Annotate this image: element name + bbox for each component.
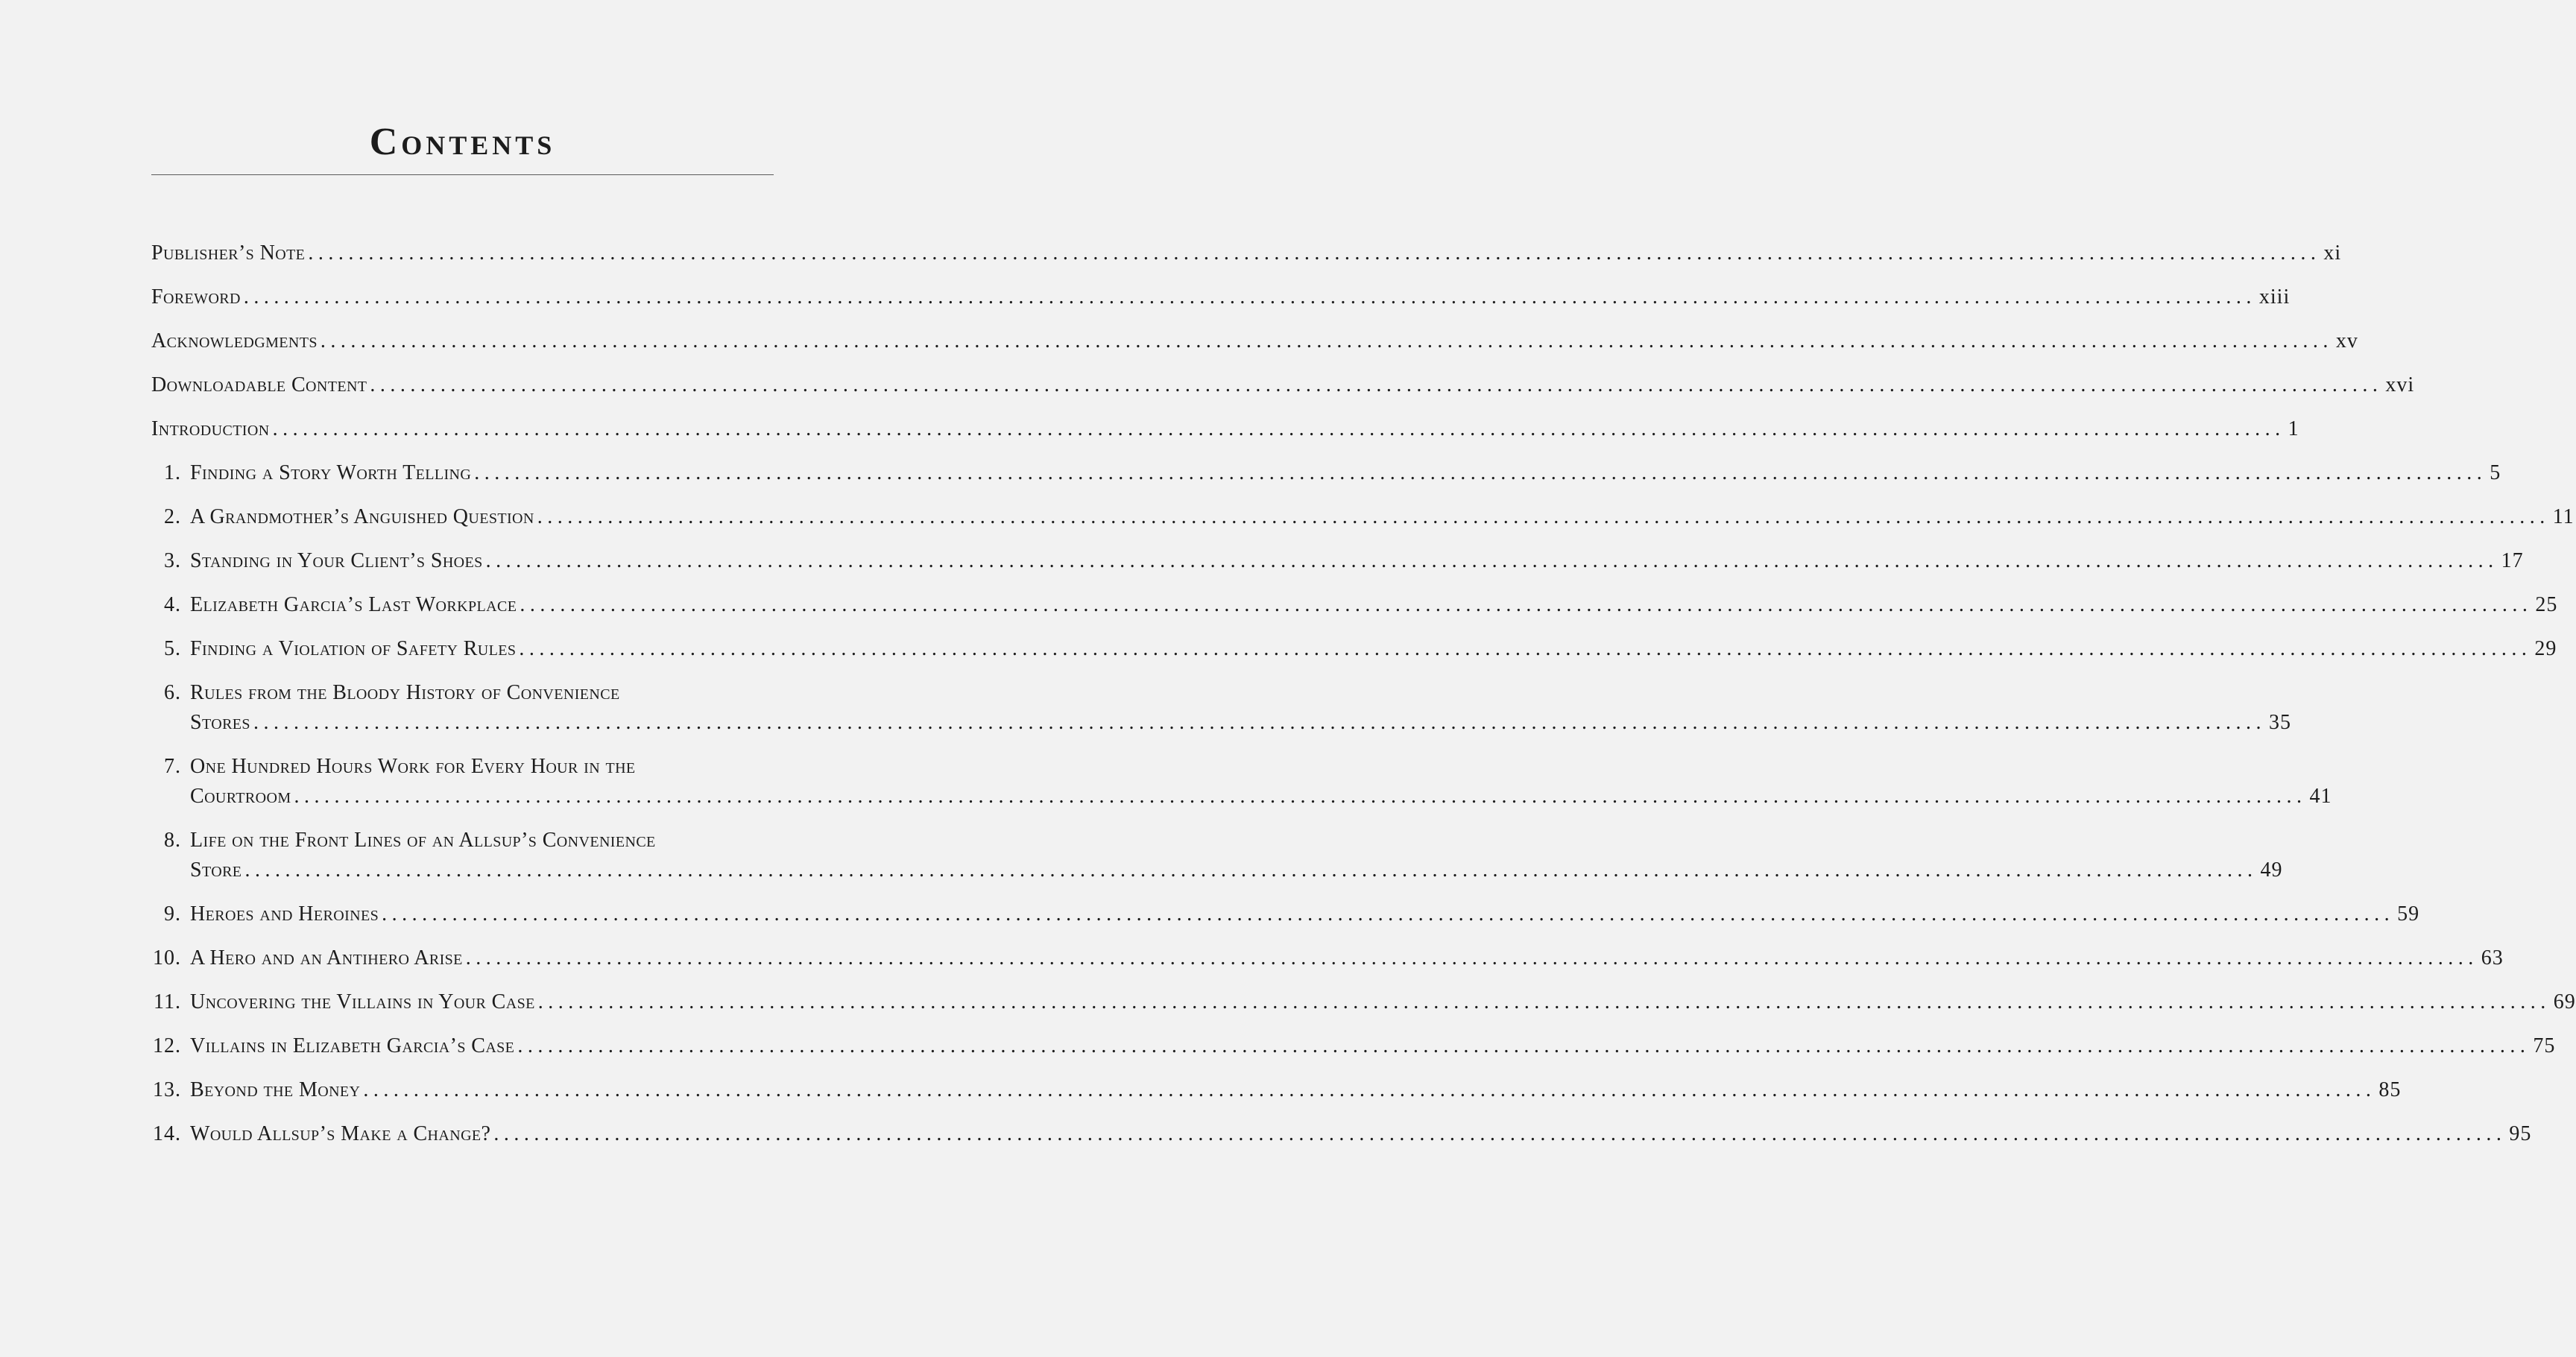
chapter-page: 85 bbox=[2378, 1078, 2402, 1101]
toc-chapter-2[interactable] bbox=[151, 502, 2575, 532]
dot-leader: ........................................................................................................................................................................................................ bbox=[320, 329, 2333, 352]
chapter-page: 29 bbox=[2534, 637, 2557, 660]
toc-page bbox=[151, 0, 2576, 1357]
toc-chapter-7[interactable] bbox=[151, 752, 2332, 812]
dot-leader: ........................................................................................................................................................................................................ bbox=[243, 285, 2256, 309]
dot-leader: ........................................................................................................................................................................................................ bbox=[363, 1078, 2376, 1101]
chapter-page: 5 bbox=[2490, 461, 2501, 484]
toc-entry-title: Publisher’s Note bbox=[151, 241, 306, 265]
chapter-page: 25 bbox=[2535, 593, 2558, 616]
chapter-number: 11. bbox=[154, 990, 181, 1013]
chapter-number: 7. bbox=[164, 755, 181, 778]
chapter-title: Villains in Elizabeth Garcia’s Case bbox=[190, 1034, 515, 1057]
toc-entry-introduction[interactable] bbox=[151, 414, 2299, 444]
page-title: Contents bbox=[369, 121, 556, 163]
chapter-title-line2: Courtroom bbox=[190, 785, 291, 808]
table-of-contents bbox=[151, 238, 2576, 1163]
toc-chapter-12[interactable] bbox=[151, 1031, 2556, 1061]
chapter-title: Beyond the Money bbox=[190, 1078, 361, 1101]
chapter-page: 17 bbox=[2501, 549, 2524, 572]
dot-leader: ........................................................................................................................................................................................................ bbox=[272, 417, 2285, 440]
chapter-title-line1: Rules from the Bloody History of Convenience bbox=[190, 681, 620, 704]
dot-leader: ........................................................................................................................................................................................................ bbox=[520, 593, 2533, 616]
toc-entry-page: xvi bbox=[2385, 373, 2415, 396]
toc-chapter-4[interactable] bbox=[151, 590, 2558, 620]
chapter-number: 6. bbox=[164, 681, 181, 704]
toc-chapter-9[interactable] bbox=[151, 899, 2420, 929]
chapter-title: Finding a Story Worth Telling bbox=[190, 461, 472, 484]
toc-entry-page: xiii bbox=[2258, 285, 2291, 309]
dot-leader: ........................................................................................................................................................................................................ bbox=[382, 902, 2395, 926]
chapter-number: 10. bbox=[153, 946, 181, 969]
chapter-page: 59 bbox=[2397, 902, 2420, 926]
toc-entry-acknowledgments[interactable] bbox=[151, 326, 2358, 356]
dot-leader: ........................................................................................................................................................................................................ bbox=[474, 461, 2487, 484]
dot-leader: ........................................................................................................................................................................................................ bbox=[294, 785, 2307, 808]
toc-entry-title: Acknowledgments bbox=[151, 329, 318, 352]
chapter-number: 5. bbox=[164, 637, 181, 660]
dot-leader: ........................................................................................................................................................................................................ bbox=[370, 373, 2383, 396]
toc-chapter-5[interactable] bbox=[151, 634, 2557, 664]
chapter-number: 8. bbox=[164, 829, 181, 852]
chapter-page: 35 bbox=[2268, 711, 2291, 734]
toc-chapter-13[interactable] bbox=[151, 1075, 2402, 1105]
chapter-page: 69 bbox=[2553, 990, 2576, 1013]
chapter-title: Elizabeth Garcia’s Last Workplace bbox=[190, 593, 517, 616]
toc-entry-title: Foreword bbox=[151, 285, 241, 309]
toc-entry-page: 1 bbox=[2288, 417, 2299, 440]
toc-chapter-11[interactable] bbox=[151, 987, 2576, 1017]
chapter-title: A Grandmother’s Anguished Question bbox=[190, 505, 534, 528]
toc-chapter-10[interactable] bbox=[151, 943, 2504, 973]
toc-entry-title: Introduction bbox=[151, 417, 270, 440]
chapter-number: 9. bbox=[164, 902, 181, 926]
chapter-page: 63 bbox=[2481, 946, 2504, 969]
chapter-title: Heroes and Heroines bbox=[190, 902, 379, 926]
chapter-page: 49 bbox=[2260, 858, 2283, 882]
dot-leader: ........................................................................................................................................................................................................ bbox=[519, 637, 2532, 660]
title-rule bbox=[151, 174, 774, 175]
chapter-page: 95 bbox=[2509, 1122, 2532, 1145]
toc-entry-title: Downloadable Content bbox=[151, 373, 367, 396]
dot-leader: ........................................................................................................................................................................................................ bbox=[493, 1122, 2507, 1145]
chapter-title: Finding a Violation of Safety Rules bbox=[190, 637, 517, 660]
chapter-title: Would Allsup’s Make a Change? bbox=[190, 1122, 491, 1145]
chapter-title: Uncovering the Villains in Your Case bbox=[190, 990, 535, 1013]
dot-leader: ........................................................................................................................................................................................................ bbox=[465, 946, 2478, 969]
chapter-number: 12. bbox=[153, 1034, 181, 1057]
chapter-number: 4. bbox=[164, 593, 181, 616]
toc-chapter-6[interactable] bbox=[151, 678, 2291, 738]
chapter-title: A Hero and an Antihero Arise bbox=[190, 946, 463, 969]
toc-entry-downloadable-content[interactable] bbox=[151, 370, 2415, 400]
dot-leader: ........................................................................................................................................................................................................ bbox=[537, 990, 2551, 1013]
toc-chapter-8[interactable] bbox=[151, 826, 2283, 885]
dot-leader: ........................................................................................................................................................................................................ bbox=[244, 858, 2258, 882]
chapter-number: 14. bbox=[153, 1122, 181, 1145]
chapter-title-line2: Stores bbox=[190, 711, 250, 734]
dot-leader: ........................................................................................................................................................................................................ bbox=[308, 241, 2321, 265]
chapter-title-line2: Store bbox=[190, 858, 242, 882]
dot-leader: ........................................................................................................................................................................................................ bbox=[517, 1034, 2531, 1057]
toc-chapter-1[interactable] bbox=[151, 458, 2501, 488]
toc-entry-foreword[interactable] bbox=[151, 282, 2291, 312]
toc-chapter-14[interactable] bbox=[151, 1119, 2532, 1149]
chapter-page: 11 bbox=[2552, 505, 2575, 528]
dot-leader: ........................................................................................................................................................................................................ bbox=[537, 505, 2550, 528]
chapter-number: 1. bbox=[164, 461, 181, 484]
chapter-title: Standing in Your Client’s Shoes bbox=[190, 549, 483, 572]
toc-entry-page: xv bbox=[2335, 329, 2358, 352]
dot-leader: ........................................................................................................................................................................................................ bbox=[485, 549, 2498, 572]
chapter-page: 75 bbox=[2533, 1034, 2556, 1057]
chapter-title-line1: Life on the Front Lines of an Allsup’s Convenience bbox=[190, 829, 656, 852]
chapter-page: 41 bbox=[2309, 785, 2332, 808]
chapter-title-line1: One Hundred Hours Work for Every Hour in the bbox=[190, 755, 636, 778]
toc-entry-publishers-note[interactable] bbox=[151, 238, 2342, 268]
chapter-number: 3. bbox=[164, 549, 181, 572]
chapter-number: 13. bbox=[153, 1078, 181, 1101]
toc-chapter-3[interactable] bbox=[151, 546, 2524, 576]
toc-entry-page: xi bbox=[2323, 241, 2342, 265]
dot-leader: ........................................................................................................................................................................................................ bbox=[253, 711, 2266, 734]
chapter-number: 2. bbox=[164, 505, 181, 528]
